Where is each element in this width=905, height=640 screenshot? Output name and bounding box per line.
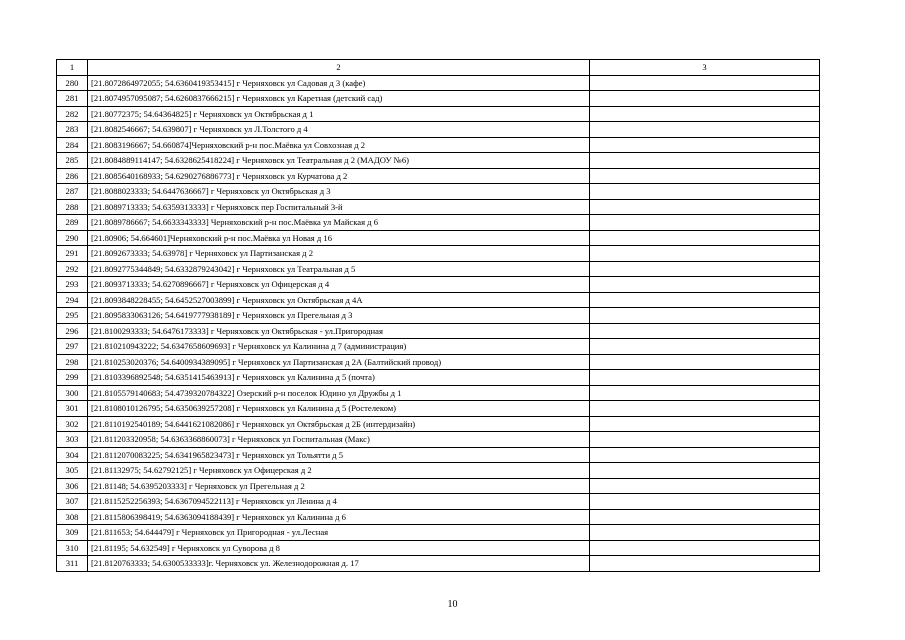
- empty-cell: [590, 401, 820, 417]
- address-cell: [21.8110192540189; 54.6441621082086] г Черняховск ул Октябрьская д 2Б (интердизайн): [88, 416, 590, 432]
- row-number-cell: 286: [57, 168, 88, 184]
- table-row: [57, 416, 820, 432]
- row-number-cell: 291: [57, 246, 88, 262]
- empty-cell: [590, 416, 820, 432]
- table-row: [57, 478, 820, 494]
- address-cell: [21.8115252256393; 54.6367094522113] г Черняховск ул Ленина д 4: [88, 494, 590, 510]
- empty-cell: [590, 91, 820, 107]
- address-cell: [21.8083196667; 54.660874]Черняховский р-н пос.Маёвка ул Совхозная д 2: [88, 137, 590, 153]
- address-cell: [21.8072864972055; 54.6360419353415] г Черняховск ул Садовая д 3 (кафе): [88, 75, 590, 91]
- row-number-cell: 306: [57, 478, 88, 494]
- empty-cell: [590, 385, 820, 401]
- address-cell: [21.8089713333; 54.6359313333] г Черняховск пер Госпитальный 3-й: [88, 199, 590, 215]
- address-cell: [21.8082546667; 54.639807] г Черняховск ул Л.Толстого д 4: [88, 122, 590, 138]
- address-cell: [21.81195; 54.632549] г Черняховск ул Суворова д 8: [88, 540, 590, 556]
- empty-cell: [590, 354, 820, 370]
- empty-cell: [590, 525, 820, 541]
- row-number-cell: 297: [57, 339, 88, 355]
- table-row: [57, 339, 820, 355]
- row-number-cell: 304: [57, 447, 88, 463]
- address-cell: [21.8112070083225; 54.6341965823473] г Черняховск ул Тольятти д 5: [88, 447, 590, 463]
- table-row: [57, 153, 820, 169]
- row-number-cell: 284: [57, 137, 88, 153]
- table-row: [57, 509, 820, 525]
- table-row: [57, 447, 820, 463]
- address-cell: [21.8088023333; 54.6447636667] г Черняховск ул Октябрьская д 3: [88, 184, 590, 200]
- address-table: [56, 59, 820, 572]
- row-number-cell: 307: [57, 494, 88, 510]
- table-row: [57, 91, 820, 107]
- table-row: [57, 323, 820, 339]
- address-cell: [21.811203320958; 54.6363368860073] г Черняховск ул Госпитальная (Макс): [88, 432, 590, 448]
- header-col-3: 3: [590, 60, 820, 76]
- table-row: [57, 246, 820, 262]
- table-row: [57, 463, 820, 479]
- header-col-1: 1: [57, 60, 88, 76]
- row-number-cell: 282: [57, 106, 88, 122]
- table-row: [57, 556, 820, 572]
- empty-cell: [590, 261, 820, 277]
- table-row: [57, 277, 820, 293]
- table-row: [57, 494, 820, 510]
- empty-cell: [590, 447, 820, 463]
- row-number-cell: 298: [57, 354, 88, 370]
- address-cell: [21.8093713333; 54.6270896667] г Черняховск ул Офицерская д 4: [88, 277, 590, 293]
- empty-cell: [590, 509, 820, 525]
- empty-cell: [590, 463, 820, 479]
- address-cell: [21.8092673333; 54.63978] г Черняховск ул Партизанская д 2: [88, 246, 590, 262]
- row-number-cell: 285: [57, 153, 88, 169]
- row-number-cell: 289: [57, 215, 88, 231]
- header-col-2: 2: [88, 60, 590, 76]
- table-row: [57, 401, 820, 417]
- row-number-cell: 287: [57, 184, 88, 200]
- table-row: [57, 215, 820, 231]
- address-cell: [21.810210943222; 54.6347658609693] г Черняховск ул Калинина д 7 (администрация): [88, 339, 590, 355]
- empty-cell: [590, 153, 820, 169]
- row-number-cell: 288: [57, 199, 88, 215]
- row-number-cell: 299: [57, 370, 88, 386]
- empty-cell: [590, 432, 820, 448]
- table-row: [57, 432, 820, 448]
- table-row: [57, 540, 820, 556]
- empty-cell: [590, 215, 820, 231]
- empty-cell: [590, 122, 820, 138]
- empty-cell: [590, 246, 820, 262]
- address-cell: [21.8108010126795; 54.6350639257208] г Черняховск ул Калинина д 5 (Ростелеком): [88, 401, 590, 417]
- table-row: [57, 370, 820, 386]
- address-cell: [21.8093848228455; 54.6452527003899] г Черняховск ул Октябрьская д 4А: [88, 292, 590, 308]
- empty-cell: [590, 184, 820, 200]
- empty-cell: [590, 478, 820, 494]
- empty-cell: [590, 494, 820, 510]
- row-number-cell: 294: [57, 292, 88, 308]
- empty-cell: [590, 137, 820, 153]
- address-cell: [21.8084889114147; 54.6328625418224] г Черняховск ул Театральная д 2 (МАДОУ №6): [88, 153, 590, 169]
- address-cell: [21.8095833063126; 54.6419777938189] г Черняховск ул Прегельная д 3: [88, 308, 590, 324]
- row-number-cell: 292: [57, 261, 88, 277]
- table-row: [57, 354, 820, 370]
- empty-cell: [590, 556, 820, 572]
- row-number-cell: 303: [57, 432, 88, 448]
- empty-cell: [590, 75, 820, 91]
- empty-cell: [590, 308, 820, 324]
- empty-cell: [590, 540, 820, 556]
- empty-cell: [590, 168, 820, 184]
- row-number-cell: 295: [57, 308, 88, 324]
- address-cell: [21.81132975; 54.62792125] г Черняховск ул Офицерская д 2: [88, 463, 590, 479]
- table-row: [57, 168, 820, 184]
- row-number-cell: 283: [57, 122, 88, 138]
- address-cell: [21.8100293333; 54.6476173333] г Черняховск ул Октябрьская - ул.Пригородная: [88, 323, 590, 339]
- empty-cell: [590, 292, 820, 308]
- table-row: [57, 75, 820, 91]
- address-cell: [21.80906; 54.664601]Черняховский р-н пос.Маёвка ул Новая д 16: [88, 230, 590, 246]
- table-header-row: [57, 60, 820, 76]
- empty-cell: [590, 323, 820, 339]
- row-number-cell: 302: [57, 416, 88, 432]
- table-row: [57, 184, 820, 200]
- address-cell: [21.81148; 54.6395203333] г Черняховск ул Прегельная д 2: [88, 478, 590, 494]
- row-number-cell: 296: [57, 323, 88, 339]
- row-number-cell: 301: [57, 401, 88, 417]
- address-cell: [21.8115806398419; 54.6363094188439] г Черняховск ул Калинина д 6: [88, 509, 590, 525]
- address-cell: [21.8105579140683; 54.4739320784322] Озерский р-н поселок Юдино ул Дружбы д 1: [88, 385, 590, 401]
- address-cell: [21.811653; 54.644479] г Черняховск ул Пригородная - ул.Лесная: [88, 525, 590, 541]
- table-row: [57, 199, 820, 215]
- page-number: 10: [447, 599, 458, 610]
- table-row: [57, 292, 820, 308]
- empty-cell: [590, 370, 820, 386]
- table-row: [57, 122, 820, 138]
- table-row: [57, 106, 820, 122]
- row-number-cell: 305: [57, 463, 88, 479]
- row-number-cell: 290: [57, 230, 88, 246]
- row-number-cell: 308: [57, 509, 88, 525]
- row-number-cell: 293: [57, 277, 88, 293]
- address-cell: [21.8074957095087; 54.6260837666215] г Черняховск ул Каретная (детский сад): [88, 91, 590, 107]
- row-number-cell: 281: [57, 91, 88, 107]
- address-cell: [21.8089786667; 54.6633343333] Черняховский р-н пос.Маёвка ул Майская д 6: [88, 215, 590, 231]
- table-row: [57, 230, 820, 246]
- row-number-cell: 280: [57, 75, 88, 91]
- address-cell: [21.8103396892548; 54.6351415463913] г Черняховск ул Калинина д 5 (почта): [88, 370, 590, 386]
- address-cell: [21.810253020376; 54.6400934389095] г Черняховск ул Партизанская д 2А (Балтийский провод): [88, 354, 590, 370]
- table-row: [57, 385, 820, 401]
- empty-cell: [590, 199, 820, 215]
- table-row: [57, 308, 820, 324]
- address-cell: [21.8085640168933; 54.6290276886773] г Черняховск ул Курчатова д 2: [88, 168, 590, 184]
- address-cell: [21.8092775344849; 54.6332879243042] г Черняховск ул Театральная д 5: [88, 261, 590, 277]
- empty-cell: [590, 230, 820, 246]
- row-number-cell: 300: [57, 385, 88, 401]
- row-number-cell: 310: [57, 540, 88, 556]
- address-cell: [21.8120763333; 54.6300533333]г. Черняховск ул. Железнодорожная д. 17: [88, 556, 590, 572]
- empty-cell: [590, 339, 820, 355]
- address-cell: [21.80772375; 54.64364825] г Черняховск ул Октябрьская д 1: [88, 106, 590, 122]
- table-row: [57, 525, 820, 541]
- empty-cell: [590, 277, 820, 293]
- empty-cell: [590, 106, 820, 122]
- table-row: [57, 261, 820, 277]
- table-row: [57, 137, 820, 153]
- row-number-cell: 311: [57, 556, 88, 572]
- row-number-cell: 309: [57, 525, 88, 541]
